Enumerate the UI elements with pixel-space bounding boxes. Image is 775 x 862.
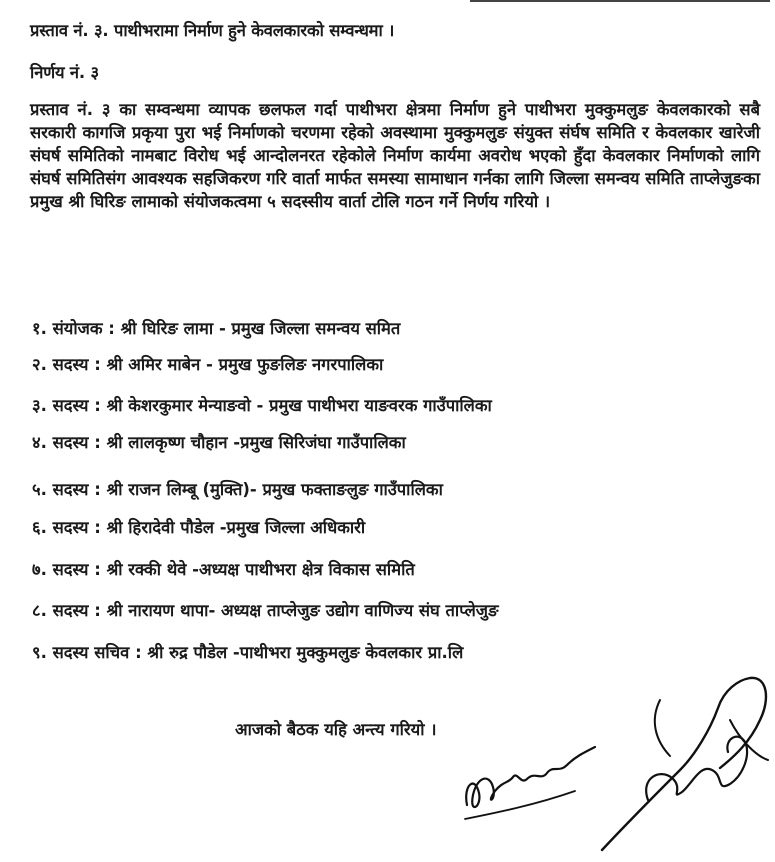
decision-paragraph: प्रस्ताव नं. ३ का सम्वन्धमा व्यापक छलफल गर्दा पाथीभरा क्षेत्रमा निर्माण हुने पाथीभरा मुक्कुमलुङ केवलकारको सबै सरकारी कागजि प्रकृया पुरा भई निर्माणको चरणमा रहेको अवस्थामा मुक्कुमलुङ संयुक्त संर्घष समिति र केवलकार खारेजी संघर्ष समितिको नामबाट विरोध भई आन्दोलनरत रहेकोले निर्माण कार्यमा अवरोध भएको हुँदा केवलकार निर्माणको लागि संघर्ष समितिसंग आवश्यक सहजिकरण गरि वार्ता मार्फत समस्या सामाधान गर्नका लागि जिल्ला समन्वय समिति ताप्लेजुङका प्रमुख श्री घिरिङ लामाको संयोजकत्वमा ५ सदस्सीय वार्ता टोलि गठन गर्ने निर्णय गरियो । [30, 100, 760, 211]
top-divider [470, 0, 770, 6]
proposal-title: प्रस्ताव नं. ३. पाथीभरामा निर्माण हुने केवलकारको सम्वन्धमा । [30, 21, 395, 40]
member-item-8: ८. सदस्य : श्री नारायण थापा- अध्यक्ष ताप्लेजुङ उद्योग वाणिज्य संघ ताप्लेजुङ [32, 601, 499, 620]
member-item-9: ९. सदस्य सचिव : श्री रुद्र पौडेल -पाथीभरा मुक्कुमलुङ केवलकार प्रा.लि [32, 643, 464, 662]
member-item-4: ४. सदस्य : श्री लालकृष्ण चौहान -प्रमुख सिरिजंघा गाउँपालिका [32, 433, 406, 452]
member-item-7: ७. सदस्य : श्री रक्की थेवे -अध्यक्ष पाथीभरा क्षेत्र विकास समिति [32, 560, 415, 579]
member-item-1: १. संयोजक : श्री घिरिङ लामा - प्रमुख जिल्ला समन्वय समित [32, 319, 401, 338]
closing-statement: आजको बैठक यहि अन्त्य गरियो । [235, 720, 437, 739]
member-item-6: ६. सदस्य : श्री हिरादेवी पौडेल -प्रमुख जिल्ला अधिकारी [32, 518, 366, 537]
signature-left [455, 735, 605, 825]
member-item-3: ३. सदस्य : श्री केशरकुमार मेन्याङवो - प्रमुख पाथीभरा याङवरक गाउँपालिका [32, 396, 492, 415]
member-item-2: २. सदस्य : श्री अमिर माबेन - प्रमुख फुङलिङ नगरपालिका [32, 355, 384, 374]
member-item-5: ५. सदस्य : श्री राजन लिम्बू (मुक्ति)- प्रमुख फक्ताङलुङ गाउँपालिका [32, 480, 443, 499]
decision-label: निर्णय नं. ३ [30, 63, 99, 82]
signature-right [600, 660, 775, 855]
